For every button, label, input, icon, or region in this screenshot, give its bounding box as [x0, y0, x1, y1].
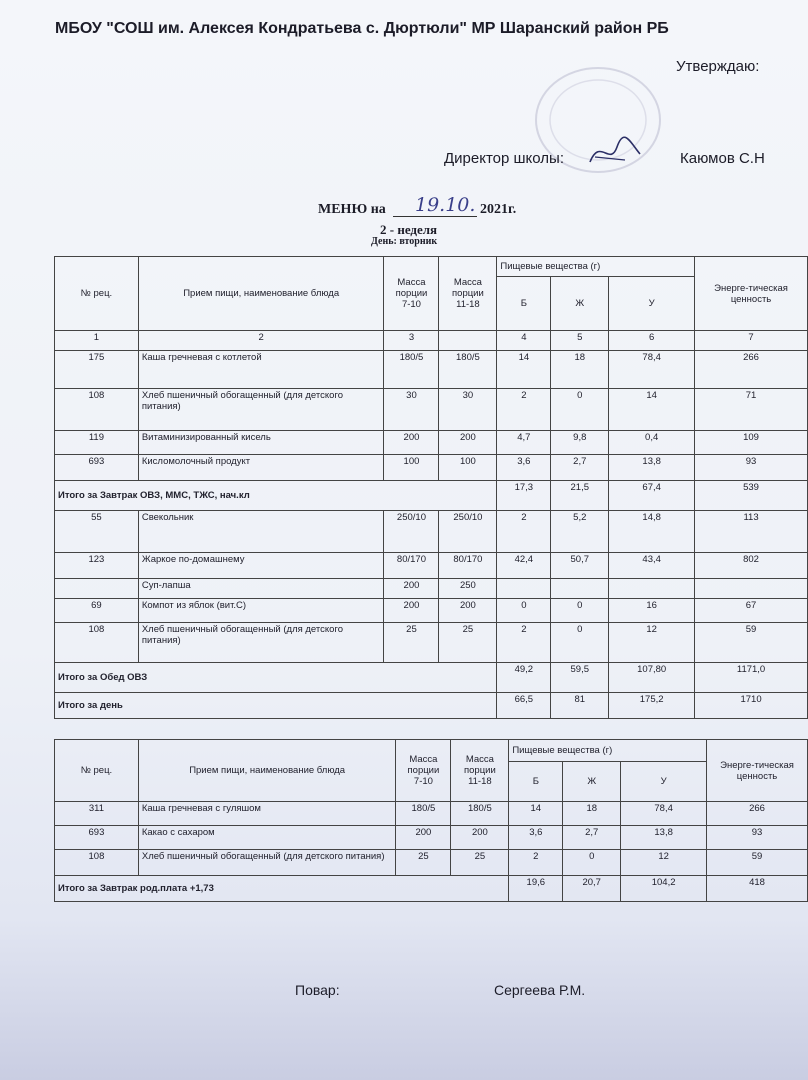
cook-name: Сергеева Р.М. [494, 982, 586, 998]
header-mass-11-18: Масса порции 11-18 [451, 740, 509, 802]
total-paid-breakfast-row: Итого за Завтрак род.плата +1,73 19,6 20,7 104,2 418 [55, 876, 808, 902]
menu-table-main [54, 256, 808, 719]
director-label: Директор школы: [444, 150, 564, 167]
header-mass-11-18: Масса порции 11-18 [439, 257, 497, 331]
header-mass-7-10: Масса порции 7-10 [396, 740, 451, 802]
menu-date: 19.10. [415, 194, 476, 216]
table-row: 108 Хлеб пшеничный обогащенный (для детского питания) 25 25 2 0 12 59 [55, 850, 808, 876]
header-recipe: № рец. [55, 257, 139, 331]
cook-label: Повар: [295, 982, 340, 998]
table-row: 693 Какао с сахаром 200 200 3,6 2,7 13,8 93 [55, 826, 808, 850]
table-row: 123 Жаркое по-домашнему 80/170 80/170 42,4 50,7 43,4 802 [55, 553, 808, 579]
table-row: 108 Хлеб пшеничный обогащенный (для детского питания) 25 25 2 0 12 59 [55, 623, 808, 663]
total-day-row: Итого за день 66,5 81 175,2 1710 [55, 693, 808, 719]
header-b: Б [509, 762, 563, 802]
header-energy: Энерге-тическая ценность [707, 740, 808, 802]
header-u: У [609, 277, 695, 331]
table-row: 108 Хлеб пшеничный обогащенный (для детского питания) 30 30 2 0 14 71 [55, 389, 808, 431]
table-row: Суп-лапша 200 250 [55, 579, 808, 599]
header-mass-7-10: Масса порции 7-10 [384, 257, 439, 331]
menu-title: МЕНЮ на [318, 202, 386, 217]
total-lunch-row: Итого за Обед ОВЗ 49,2 59,5 107,80 1171,0 [55, 663, 808, 693]
header-dish: Прием пищи, наименование блюда [138, 740, 396, 802]
header-b: Б [497, 277, 551, 331]
table-number-row: 1 2 3 4 5 6 7 [55, 331, 808, 351]
menu-day: День: вторник [371, 236, 438, 247]
menu-table-paid [54, 739, 808, 902]
table-row: 55 Свекольник 250/10 250/10 2 5,2 14,8 113 [55, 511, 808, 553]
director-name: Каюмов С.Н [680, 150, 765, 167]
approve-label: Утверждаю: [676, 58, 760, 75]
table-row: 311 Каша гречневая с гуляшом 180/5 180/5 14 18 78,4 266 [55, 802, 808, 826]
table-row: 693 Кисломолочный продукт 100 100 3,6 2,7 13,8 93 [55, 455, 808, 481]
table-row: 175 Каша гречневая с котлетой 180/5 180/5 14 18 78,4 266 [55, 351, 808, 389]
header-nutrients: Пищевые вещества (г) [509, 740, 707, 762]
header-dish: Прием пищи, наименование блюда [138, 257, 384, 331]
menu-date-field [393, 192, 477, 217]
table-row: 69 Компот из яблок (вит.С) 200 200 0 0 16 67 [55, 599, 808, 623]
signature-icon [585, 132, 645, 172]
header-zh: Ж [551, 277, 609, 331]
header-energy: Энерге-тическая ценность [695, 257, 808, 331]
header-u: У [621, 762, 707, 802]
table-row: 119 Витаминизированный кисель 200 200 4,7 9,8 0,4 109 [55, 431, 808, 455]
header-zh: Ж [563, 762, 621, 802]
menu-year: 2021г. [480, 202, 517, 217]
header-recipe: № рец. [55, 740, 139, 802]
school-title: МБОУ "СОШ им. Алексея Кондратьева с. Дюртюли" МР Шаранский район РБ [55, 20, 669, 37]
header-nutrients: Пищевые вещества (г) [497, 257, 695, 277]
menu-week: 2 - неделя [380, 222, 438, 237]
total-breakfast-row: Итого за Завтрак ОВЗ, ММС, ТЖС, нач.кл 17,3 21,5 67,4 539 [55, 481, 808, 511]
